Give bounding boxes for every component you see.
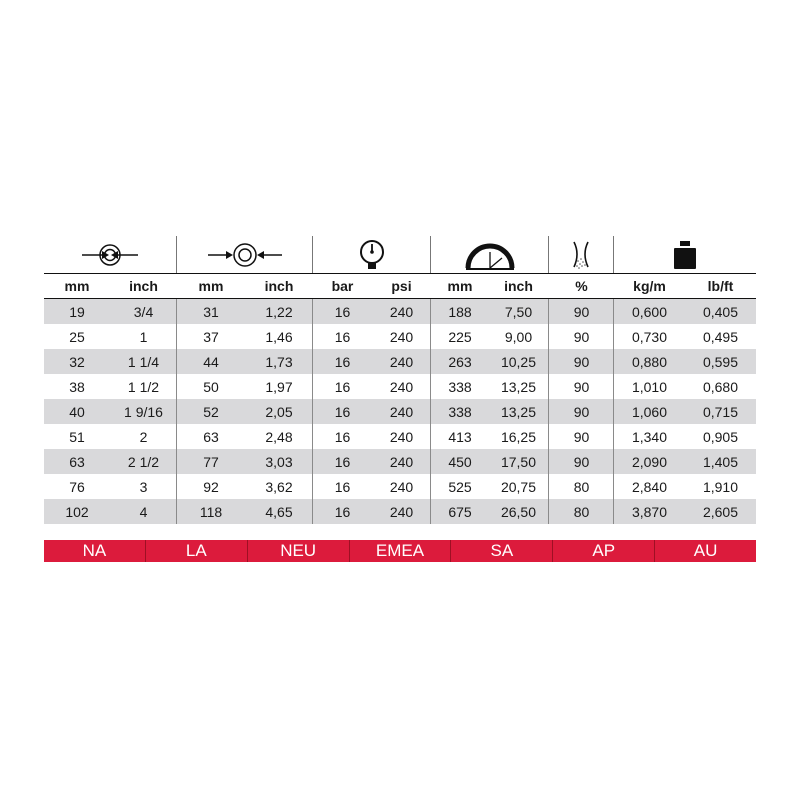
table-cell: 19	[69, 303, 85, 320]
table-row	[44, 449, 756, 474]
table-cell: 240	[389, 503, 414, 520]
table-cell: 63	[203, 428, 219, 445]
table-cell: 4	[139, 503, 148, 520]
table-cell: 2 1/2	[127, 453, 160, 470]
table-cell: 32	[69, 353, 85, 370]
table-cell: 4,65	[265, 503, 293, 520]
table-cell: 240	[389, 453, 414, 470]
table-cell: 25	[69, 328, 85, 345]
table-cell: 90	[573, 303, 590, 320]
table-cell: 0,600	[631, 303, 668, 320]
table-cell: 240	[389, 403, 414, 420]
table-cell: 525	[448, 478, 472, 495]
table-cell: 2,090	[631, 453, 668, 470]
table-cell: 90	[573, 353, 590, 370]
table-cell: 2,605	[702, 503, 739, 520]
table-cell: 17,50	[500, 453, 537, 470]
table-cell: 76	[69, 478, 85, 495]
table-cell: 3,870	[631, 503, 668, 520]
table-row	[44, 299, 756, 324]
table-cell: 1,910	[702, 478, 739, 495]
table-cell: 2,840	[631, 478, 668, 495]
table-cell: 0,680	[702, 378, 739, 395]
table-cell: 31	[203, 303, 219, 320]
region-label: EMEA	[349, 540, 451, 562]
table-cell: 16,25	[500, 428, 537, 445]
table-cell: 1	[139, 328, 148, 345]
table-cell: 1,46	[265, 328, 293, 345]
table-row	[44, 499, 756, 524]
table-cell: 16	[334, 303, 351, 320]
unit-header: inch	[504, 278, 533, 294]
table-cell: 2,48	[265, 428, 293, 445]
table-cell: 240	[389, 328, 414, 345]
table-row	[44, 399, 756, 424]
table-cell: 16	[334, 378, 351, 395]
region-label: NEU	[247, 540, 349, 562]
table-cell: 338	[448, 403, 472, 420]
table-cell: 92	[203, 478, 219, 495]
icon-header-row	[44, 236, 756, 273]
table-cell: 90	[573, 428, 590, 445]
table-cell: 13,25	[500, 403, 537, 420]
table-cell: 9,00	[504, 328, 533, 345]
table-row	[44, 424, 756, 449]
table-cell: 675	[448, 503, 472, 520]
table-cell: 240	[389, 353, 414, 370]
table-cell: 16	[334, 328, 351, 345]
table-cell: 3/4	[133, 303, 154, 320]
table-cell: 38	[69, 378, 85, 395]
table-cell: 90	[573, 403, 590, 420]
table-cell: 0,730	[631, 328, 668, 345]
table-cell: 338	[448, 378, 472, 395]
table-cell: 1 1/4	[127, 353, 160, 370]
unit-header: %	[575, 278, 588, 294]
table-cell: 240	[389, 478, 414, 495]
table-cell: 3,03	[265, 453, 293, 470]
unit-header: inch	[264, 278, 294, 294]
table-cell: 63	[69, 453, 85, 470]
table-cell: 44	[203, 353, 219, 370]
table-row	[44, 324, 756, 349]
pressure-gauge-icon	[313, 236, 430, 273]
unit-header: lb/ft	[707, 278, 734, 294]
table-cell: 2,05	[265, 403, 293, 420]
region-label: LA	[145, 540, 247, 562]
table-cell: 90	[573, 378, 590, 395]
table-cell: 450	[448, 453, 472, 470]
region-label: AP	[552, 540, 654, 562]
inner-diameter-icon	[44, 236, 176, 273]
table-cell: 16	[334, 353, 351, 370]
table-row	[44, 474, 756, 499]
table-cell: 16	[334, 478, 351, 495]
table-cell: 240	[389, 378, 414, 395]
table-cell: 1,22	[265, 303, 293, 320]
table-cell: 16	[334, 503, 351, 520]
table-row	[44, 349, 756, 374]
unit-header: inch	[129, 278, 158, 294]
table-cell: 1,73	[265, 353, 293, 370]
table-cell: 51	[69, 428, 85, 445]
table-cell: 77	[203, 453, 219, 470]
unit-header-row	[44, 273, 756, 299]
table-cell: 16	[334, 428, 351, 445]
unit-header: mm	[64, 278, 90, 294]
table-cell: 1,060	[631, 403, 668, 420]
table-cell: 10,25	[500, 353, 537, 370]
table-cell: 16	[334, 403, 351, 420]
table-cell: 102	[65, 503, 89, 520]
table-cell: 263	[448, 353, 472, 370]
table-cell: 225	[448, 328, 472, 345]
region-bar	[44, 540, 756, 562]
table-cell: 90	[573, 328, 590, 345]
table-cell: 40	[69, 403, 85, 420]
table-cell: 240	[389, 303, 414, 320]
unit-header: psi	[391, 278, 412, 294]
data-rows	[44, 299, 756, 524]
table-row	[44, 374, 756, 399]
unit-header: mm	[447, 278, 473, 294]
table-cell: 20,75	[500, 478, 537, 495]
table-cell: 0,880	[631, 353, 668, 370]
table-cell: 0,595	[702, 353, 739, 370]
spec-table	[44, 236, 756, 524]
table-cell: 1 1/2	[127, 378, 160, 395]
bend-radius-icon	[431, 236, 548, 273]
unit-header: kg/m	[633, 278, 666, 294]
table-cell: 0,495	[702, 328, 739, 345]
table-cell: 13,25	[500, 378, 537, 395]
table-cell: 0,715	[702, 403, 739, 420]
table-cell: 26,50	[500, 503, 537, 520]
table-cell: 1 9/16	[124, 403, 163, 420]
table-cell: 1,405	[702, 453, 739, 470]
table-cell: 0,405	[702, 303, 739, 320]
table-cell: 118	[199, 503, 223, 520]
table-cell: 3	[139, 478, 148, 495]
region-label: NA	[82, 541, 107, 560]
table-cell: 188	[448, 303, 472, 320]
table-cell: 3,62	[265, 478, 293, 495]
unit-header: mm	[198, 278, 224, 294]
table-cell: 50	[203, 378, 219, 395]
table-cell: 80	[573, 503, 590, 520]
vacuum-icon	[549, 236, 613, 273]
table-cell: 240	[389, 428, 414, 445]
unit-header: bar	[331, 278, 354, 294]
table-cell: 2	[139, 428, 148, 445]
table-cell: 413	[448, 428, 472, 445]
table-cell: 52	[203, 403, 219, 420]
table-cell: 1,340	[631, 428, 668, 445]
region-label: SA	[450, 540, 552, 562]
outer-diameter-icon	[177, 236, 312, 273]
table-cell: 1,97	[265, 378, 293, 395]
weight-icon	[614, 236, 756, 273]
region-label: AU	[654, 540, 756, 562]
table-cell: 0,905	[702, 428, 739, 445]
table-cell: 16	[334, 453, 351, 470]
table-cell: 90	[573, 453, 590, 470]
table-cell: 37	[203, 328, 219, 345]
table-cell: 1,010	[631, 378, 668, 395]
table-cell: 80	[573, 478, 590, 495]
table-cell: 7,50	[504, 303, 533, 320]
